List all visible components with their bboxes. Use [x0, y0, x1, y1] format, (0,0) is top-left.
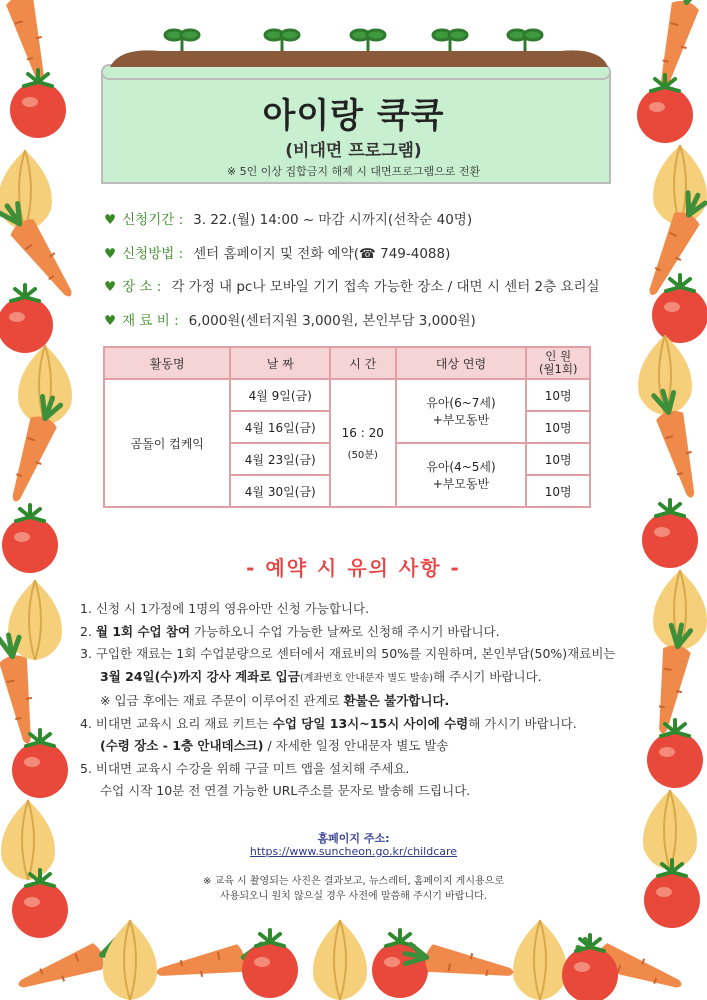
- homepage-link[interactable]: https://www.suncheon.go.kr/childcare: [249, 845, 458, 858]
- homepage-label: 홈페이지 주소:: [317, 832, 390, 845]
- page-subtitle: (비대면 프로그램): [285, 141, 422, 161]
- caution-list: [80, 598, 640, 803]
- info-location: ♥ 장 소 : 각 가정 내 pc나 모바일 기기 접속 가능한 장소 / 대면 시 센터 2층 요리실: [104, 279, 600, 295]
- list-item: 2. 월 1회 수업 참여 가능하오니 수업 가능한 날짜로 신청해 주시기 바랍니다.: [80, 623, 500, 639]
- date-cell: 4월 9일(금): [230, 379, 330, 411]
- list-item: ※ 입금 후에는 재료 주문이 이루어진 관계로 환불은 불가합니다.: [100, 693, 450, 708]
- list-item: 1. 신청 시 1가정에 1명의 영유아만 신청 가능합니다.: [80, 601, 370, 616]
- date-cell: 4월 23일(금): [230, 443, 330, 475]
- page-title: 아이랑 쿡쿡: [262, 96, 445, 136]
- count-cell: 10명: [526, 475, 590, 507]
- list-item: 수업 시작 10분 전 연결 가능한 URL주소를 문자로 발송해 드립니다.: [100, 783, 471, 798]
- count-cell: 10명: [526, 443, 590, 475]
- date-cell: 4월 30일(금): [230, 475, 330, 507]
- heart-icon: ♥: [104, 212, 117, 228]
- header-capacity: 인 원 (월1회): [526, 347, 590, 379]
- time-cell: [330, 379, 396, 507]
- caution-title: - 예약 시 유의 사항 -: [246, 556, 461, 580]
- heart-icon: ♥: [104, 246, 117, 262]
- schedule-table: [103, 346, 591, 508]
- time-value: 16 : 20: [341, 425, 384, 440]
- duration-value: (50분): [347, 449, 378, 461]
- date-cell: 4월 16일(금): [230, 411, 330, 443]
- count-cell: 10명: [526, 379, 590, 411]
- info-application-period: ♥ 신청기간 : 3. 22.(월) 14:00 ~ 마감 시까지(선착순 40명): [104, 212, 473, 228]
- table-row: [104, 379, 590, 411]
- table-header-row: [104, 347, 590, 379]
- list-item: 3. 구입한 재료는 1회 수업분량으로 센터에서 재료비의 50%를 지원하며, 본인부담(50%)재료비는: [80, 646, 616, 661]
- header-age: 대상 연령: [396, 347, 527, 379]
- header-activity: 활동명: [104, 347, 230, 379]
- info-material-cost: ♥ 재 료 비 : 6,000원(센터지원 3,000원, 본인부담 3,000원): [104, 313, 476, 329]
- info-application-method: ♥ 신청방법 : 센터 홈페이지 및 전화 예약(☎ 749-4088): [104, 246, 451, 262]
- age-cell: 유아(4~5세) +부모동반: [396, 443, 527, 507]
- age-cell: 유아(6~7세) +부모동반: [396, 379, 527, 443]
- list-item: 5. 비대면 교육시 수강을 위해 구글 미트 앱을 설치해 주세요.: [80, 760, 410, 776]
- list-item: 4. 비대면 교육시 요리 재료 키트는 수업 당일 13시~15시 사이에 수령해 가시기 바랍니다.: [80, 715, 577, 731]
- activity-name: 곰돌이 컵케익: [104, 379, 230, 507]
- count-cell: 10명: [526, 411, 590, 443]
- note-top: ※ 5인 이상 집합금지 해제 시 대면프로그램으로 전환: [226, 165, 481, 178]
- heart-icon: ♥: [104, 279, 117, 295]
- list-item: 3월 24일(수)까지 강사 계좌로 입금(계좌번호 안내문자 별도 발송)해 주시기 바랍니다.: [100, 668, 542, 684]
- header-time: 시 간: [330, 347, 396, 379]
- heart-icon: ♥: [104, 313, 117, 329]
- header-date: 날 짜: [230, 347, 330, 379]
- list-item: (수령 장소 - 1층 안내데스크) / 자세한 일정 안내문자 별도 발송: [100, 738, 449, 753]
- footer-note: ※ 교육 시 촬영되는 사진은 결과보고, 뉴스레터, 홈페이지 게시용으로 사용되오니 원치 않으실 경우 사전에 말씀해 주시기 바랍니다.: [203, 876, 504, 902]
